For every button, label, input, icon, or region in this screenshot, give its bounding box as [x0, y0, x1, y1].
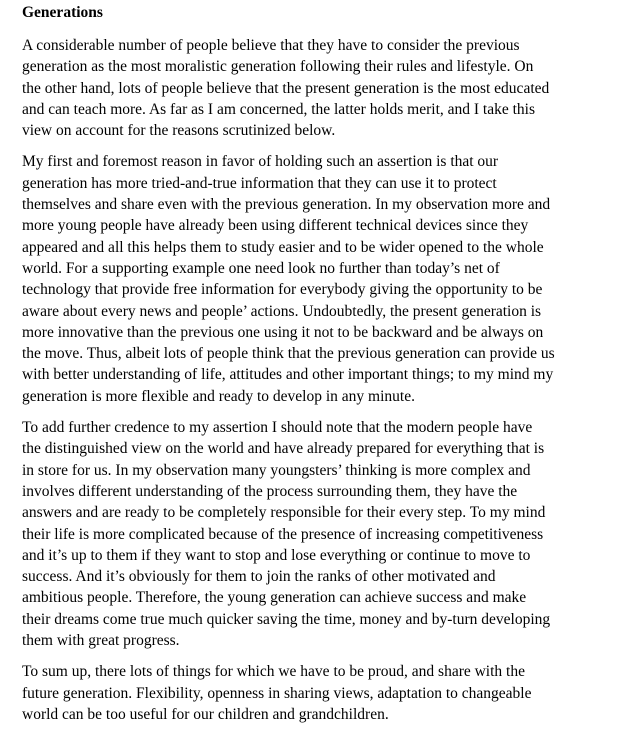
paragraph-line: them with great progress. [22, 632, 180, 650]
paragraph-line: more young people have already been using different technical devices since they [22, 217, 529, 235]
paragraph-3 [22, 417, 616, 651]
paragraph-line: technology that provide free information for everybody giving the opportunity to be [22, 281, 543, 299]
paragraph-line: their dreams come true much quicker saving the time, money and by-turn developing [22, 610, 551, 628]
paragraph-line: A considerable number of people believe that they have to consider the previous [22, 37, 520, 54]
paragraph-line: To sum up, there lots of things for which we have to be proud, and share with the [22, 663, 525, 681]
paragraph-line: the distinguished view on the world and have already prepared for everything that is [22, 440, 545, 458]
paragraph-line: ambitious people. Therefore, the young generation can achieve success and make [22, 589, 527, 607]
paragraph-1 [22, 35, 616, 141]
paragraph-line: world can be too useful for our children and grandchildren. [22, 705, 389, 723]
paragraph-line: appeared and all this helps them to study easier and to be wider opened to the whole [22, 238, 544, 256]
paragraph-line: My first and foremost reason in favor of holding such an assertion is that our [22, 153, 499, 171]
paragraph-line: generation as the most moralistic generation following their rules and lifestyle. On [22, 58, 534, 76]
paragraph-line: with better understanding of life, attitudes and other important things; to my mind my [22, 366, 554, 384]
paragraph-line: generation is more flexible and ready to develop in any minute. [22, 387, 415, 405]
paragraph-line: view on account for the reasons scrutinized below. [22, 122, 336, 140]
paragraph-line: aware about every news and people’ actions. Undoubtedly, the present generation is [22, 302, 542, 320]
paragraph-line: their life is more complicated because of the presence of increasing competitiveness [22, 525, 544, 543]
document-title: Generations [22, 4, 103, 21]
paragraph-line: answers and are ready to be completely responsible for their every step. To my mind [22, 504, 546, 522]
paragraph-line: involves different understanding of the process surrounding them, they have the [22, 482, 518, 500]
paragraph-line: world. For a supporting example one need look no further than today’s net of [22, 259, 500, 277]
paragraph-line: generation has more tried-and-true information that they can use it to protect [22, 174, 497, 192]
paragraph-line: success. And it’s obviously for them to join the ranks of other motivated and [22, 568, 496, 586]
paragraph-line: themselves and share even with the previous generation. In my observation more and [22, 196, 551, 214]
paragraph-line: more innovative than the previous one using it not to be backward and be always on [22, 323, 544, 341]
paragraph-line: and it’s up to them if they want to stop and lose everything or continue to move to [22, 546, 531, 564]
paragraph-line: the move. Thus, albeit lots of people think that the previous generation can provide us [22, 345, 555, 363]
paragraph-line: To add further credence to my assertion I should note that the modern people have [22, 419, 533, 437]
paragraph-line: and can teach more. As far as I am concerned, the latter holds merit, and I take this [22, 100, 536, 118]
paragraph-line: the other hand, lots of people believe that the present generation is the most educated [22, 79, 550, 97]
paragraph-4 [22, 661, 616, 725]
paragraph-line: future generation. Flexibility, openness in sharing views, adaptation to changeable [22, 684, 532, 702]
paragraph-line: in store for us. In my observation many youngsters’ thinking is more complex and [22, 461, 531, 479]
paragraph-2 [22, 151, 616, 407]
